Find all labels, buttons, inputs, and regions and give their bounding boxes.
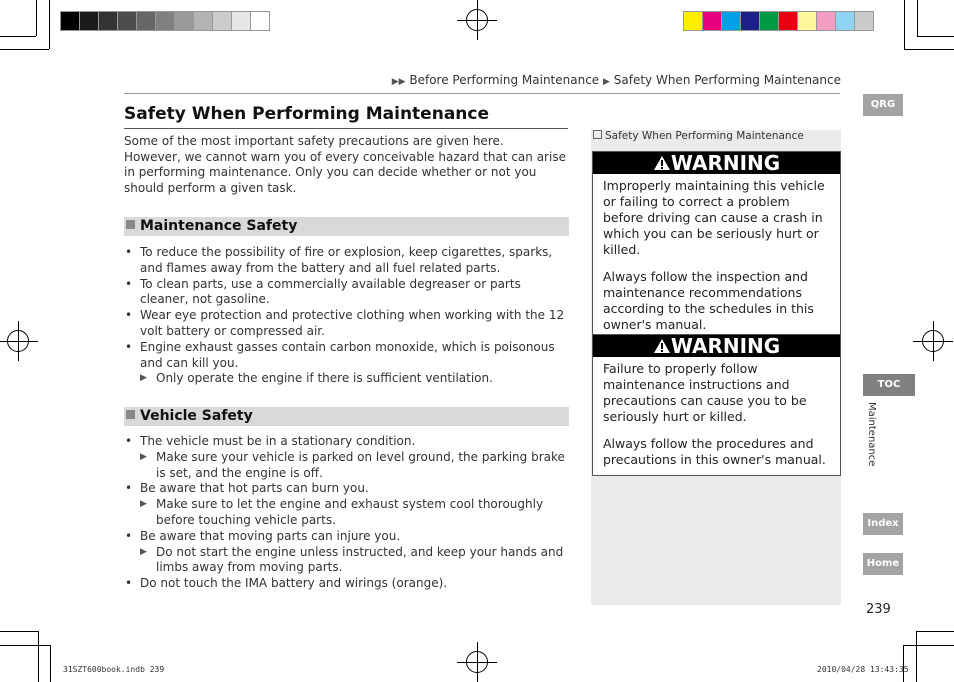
qrg-tab[interactable]: QRG <box>863 94 903 116</box>
sub-note: ▶ Make sure your vehicle is parked on level ground, the parking brake is set, and the engine is off. <box>140 449 565 480</box>
registration-mark-top <box>457 0 497 40</box>
gray-swatch <box>136 11 156 31</box>
registration-mark-right <box>913 321 953 361</box>
list-item: • To clean parts, use a commercially available degreaser or parts cleaner, not gasoline. <box>125 276 521 307</box>
list-item: • To reduce the possibility of fire or explosion, keep cigarettes, sparks, and flames away from the battery and all fuel related parts. <box>125 245 553 275</box>
breadcrumb-arrows-icon: ▶▶ <box>391 77 406 87</box>
maintenance-safety-list <box>124 245 570 387</box>
gray-swatch <box>155 11 175 31</box>
footer-file: 31SZT600book.indb 239 <box>63 665 165 674</box>
warning-body <box>593 357 840 475</box>
warning-text: Always follow the procedures and precautions in this owner's manual. <box>603 436 826 467</box>
list-item: • Do not touch the IMA battery and wirings (orange). <box>125 576 448 591</box>
section-label: Maintenance <box>866 402 877 467</box>
color-swatch <box>759 11 779 31</box>
index-tab[interactable]: Index <box>863 513 903 535</box>
page-title: Safety When Performing Maintenance <box>124 104 489 124</box>
list-item: • The vehicle must be in a stationary condition. ▶ Make sure your vehicle is parked on level ground, the parking brake is set, and the engine is off. <box>124 434 570 481</box>
warning-triangle-icon <box>653 338 671 354</box>
color-swatch <box>816 11 836 31</box>
list-item: • Engine exhaust gasses contain carbon monoxide, which is poisonous and can kill you. ▶ Only operate the engine if there is sufficient ventilation. <box>124 340 570 387</box>
warning-text: Failure to properly follow maintenance instructions and precautions can cause you to be seriously hurt or killed. <box>603 361 807 424</box>
toc-tab[interactable]: TOC <box>863 374 915 396</box>
vehicle-safety-list <box>124 434 570 592</box>
section-square-icon <box>126 410 135 419</box>
gray-swatch <box>79 11 99 31</box>
color-swatch <box>797 11 817 31</box>
color-swatch <box>702 11 722 31</box>
breadcrumb-parent[interactable]: Before Performing Maintenance <box>409 73 600 87</box>
gray-swatch <box>193 11 213 31</box>
sub-note: ▶ Make sure to let the engine and exhaust system cool thoroughly before touching vehicle parts. <box>140 497 544 527</box>
sub-arrow-icon: ▶ <box>140 546 147 557</box>
home-tab[interactable]: Home <box>863 553 903 575</box>
intro-text <box>124 134 570 197</box>
sub-note: ▶ Only operate the engine if there is sufficient ventilation. <box>140 371 493 386</box>
intro-line-2: However, we cannot warn you of every conceivable hazard that can arise in performing maintenance. Only you can decide whether or not you should perform a given task. <box>124 149 566 196</box>
registration-mark-bottom <box>457 642 497 682</box>
gray-swatch <box>231 11 251 31</box>
gray-swatch <box>174 11 194 31</box>
warning-header: WARNING <box>593 335 840 357</box>
breadcrumb-current: Safety When Performing Maintenance <box>613 73 841 87</box>
warning-header: WARNING <box>593 152 840 174</box>
section-square-icon <box>126 220 135 229</box>
color-swatch <box>721 11 741 31</box>
warning-triangle-icon <box>653 155 671 171</box>
warning-box-2 <box>592 334 841 476</box>
list-item: • Be aware that hot parts can burn you. ▶ Make sure to let the engine and exhaust system cool thoroughly before touching vehicle parts. <box>124 481 570 528</box>
maintenance-safety-heading: Maintenance Safety <box>124 217 569 236</box>
warning-box-1 <box>592 151 841 341</box>
gray-swatch <box>98 11 118 31</box>
gray-swatch <box>250 11 270 31</box>
sidebar-heading: Safety When Performing Maintenance <box>591 130 841 147</box>
color-swatch <box>854 11 874 31</box>
intro-line-1: Some of the most important safety precautions are given here. <box>124 134 504 148</box>
note-icon <box>593 130 602 139</box>
sub-note: ▶ Do not start the engine unless instructed, and keep your hands and limbs away from moving parts. <box>140 544 564 575</box>
warning-text: Improperly maintaining this vehicle or failing to correct a problem before driving can cause a crash in which you can be seriously hurt or killed. <box>603 178 825 257</box>
color-swatch <box>683 11 703 31</box>
footer-timestamp: 2010/04/28 13:43:35 <box>817 665 909 674</box>
breadcrumb <box>392 73 841 87</box>
color-swatch <box>740 11 760 31</box>
gray-swatch <box>60 11 80 31</box>
registration-mark-left <box>0 321 38 361</box>
color-swatch <box>778 11 798 31</box>
sub-arrow-icon: ▶ <box>140 499 147 510</box>
sub-arrow-icon: ▶ <box>140 451 147 462</box>
header-rule <box>124 93 840 94</box>
sub-arrow-icon: ▶ <box>140 373 147 384</box>
warning-text: Always follow the inspection and maintenance recommendations according to the schedules in this owner's manual. <box>603 269 814 332</box>
gray-swatch <box>212 11 232 31</box>
warning-body <box>593 174 840 340</box>
page-number: 239 <box>866 602 891 617</box>
gray-swatch <box>117 11 137 31</box>
breadcrumb-separator-icon: ▶ <box>603 77 610 87</box>
title-underline <box>124 128 568 129</box>
list-item: • Wear eye protection and protective clothing when working with the 12 volt battery or compressed air. <box>125 308 565 338</box>
list-item: • Be aware that moving parts can injure you. ▶ Do not start the engine unless instructed, and keep your hands and limbs away from moving parts. <box>124 529 570 576</box>
color-swatch <box>835 11 855 31</box>
vehicle-safety-heading: Vehicle Safety <box>124 407 569 426</box>
